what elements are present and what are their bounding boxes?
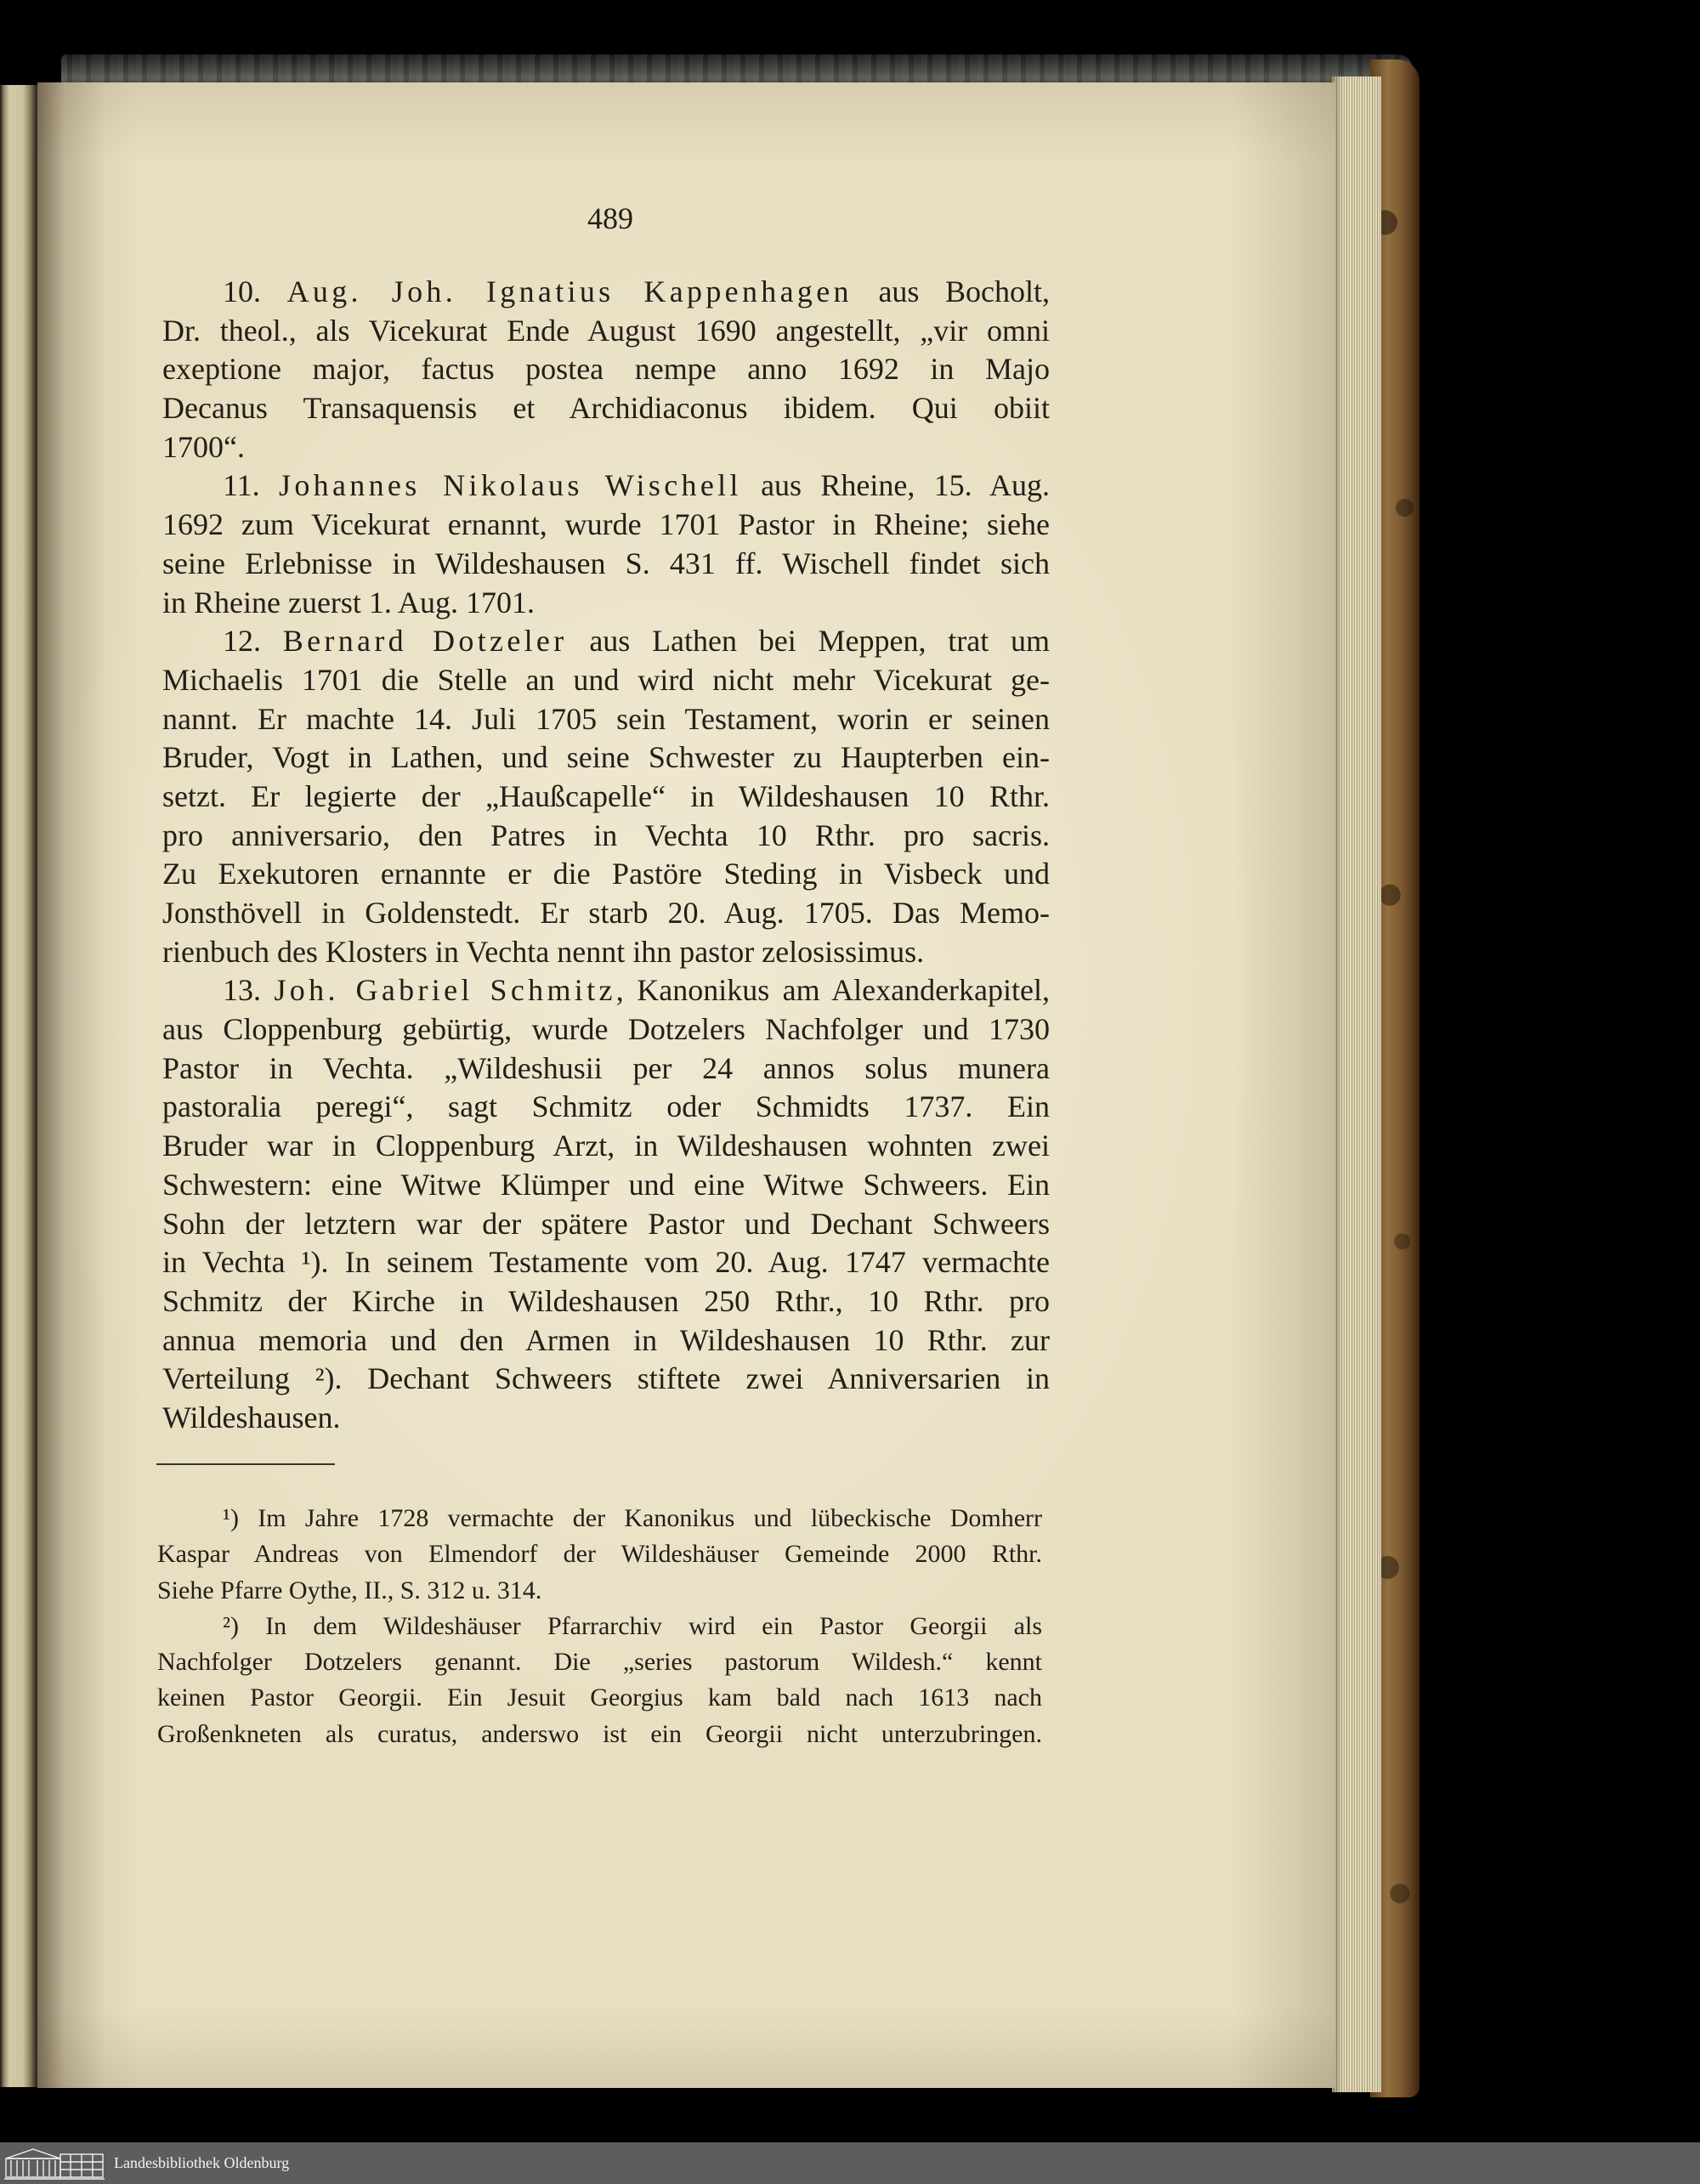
- text-line: [162, 273, 1050, 312]
- text-line: annua memoria und den Armen in Wildeshausen 10 Rthr. zur: [162, 1322, 1050, 1357]
- paragraph: [162, 467, 1050, 622]
- text-line: 1692 zum Vicekurat ernannt, wurde 1701 Pastor in Rheine; siehe: [162, 507, 1050, 542]
- text-line: Nachfolger Dotzelers genannt. Die „series pastorum Wildesh.“ kennt: [157, 1648, 1042, 1677]
- text-line: [162, 622, 1050, 661]
- footnotes: [157, 1501, 1042, 1752]
- spaced-name: Bernard Dotzeler: [282, 624, 568, 659]
- footnote: [157, 1501, 1042, 1609]
- paragraph: [162, 622, 1050, 971]
- facing-page-edge: [0, 85, 39, 2087]
- text-segment: 10.: [223, 274, 287, 308]
- text-line: Verteilung ²). Dechant Schweers stiftete zwei Anniversarien in: [162, 1361, 1050, 1396]
- spaced-name: Joh. Gabriel Schmitz: [274, 973, 616, 1008]
- text-line: Siehe Pfarre Oythe, II., S. 312 u. 314.: [157, 1576, 542, 1604]
- text-line: Zu Exekutoren ernannte er die Pastöre Steding in Visbeck und: [162, 857, 1050, 891]
- text-segment: 13.: [223, 973, 275, 1008]
- text-line: [162, 467, 1050, 506]
- text-line: in Rheine zuerst 1. Aug. 1701.: [162, 585, 535, 620]
- text-line: Jonsthövell in Goldenstedt. Er starb 20. Aug. 1705. Das Memo-: [162, 896, 1050, 930]
- text-line: Kaspar Andreas von Elmendorf der Wildeshäuser Gemeinde 2000 Rthr.: [157, 1540, 1042, 1569]
- text-line: pro anniversario, den Patres in Vechta 10 Rthr. pro sacris.: [162, 818, 1050, 852]
- paragraph: [162, 971, 1050, 1437]
- spaced-name: Johannes Nikolaus Wischell: [278, 468, 742, 503]
- footer-bar: [0, 2142, 1700, 2184]
- text-line: seine Erlebnisse in Wildeshausen S. 431 ff. Wischell findet sich: [162, 546, 1050, 580]
- text-line: Michaelis 1701 die Stelle an und wird nicht mehr Vicekurat ge-: [162, 662, 1050, 697]
- text-line: nannt. Er machte 14. Juli 1705 sein Testament, worin er seinen: [162, 701, 1050, 736]
- text-line: exeptione major, factus postea nempe anno 1692 in Majo: [162, 352, 1050, 387]
- text-line: ²) In dem Wildeshäuser Pfarrarchiv wird ein Pastor Georgii als: [223, 1611, 1042, 1640]
- library-name: Landesbibliothek Oldenburg: [114, 2154, 290, 2171]
- text-line: 1700“.: [162, 429, 245, 464]
- text-line: Pastor in Vechta. „Wildeshusii per 24 annos solus munera: [162, 1050, 1050, 1085]
- paragraph: [162, 273, 1050, 467]
- text-line: aus Cloppenburg gebürtig, wurde Dotzelers Nachfolger und 1730: [162, 1012, 1050, 1047]
- body-text: [162, 273, 1050, 1438]
- text-line: Schmitz der Kirche in Wildeshausen 250 Rthr., 10 Rthr. pro: [162, 1283, 1050, 1318]
- text-segment: aus Bocholt,: [852, 274, 1050, 308]
- text-line: Sohn der letztern war der spätere Pastor und Dechant Schweers: [162, 1206, 1050, 1241]
- footnote: [157, 1609, 1042, 1752]
- text-line: Bruder war in Cloppenburg Arzt, in Wildeshausen wohnten zwei: [162, 1129, 1050, 1163]
- text-segment: , Kanonikus am Alexanderkapitel,: [615, 973, 1050, 1008]
- text-segment: aus Rheine, 15. Aug.: [741, 468, 1050, 503]
- footnote-rule: [156, 1463, 335, 1465]
- text-line: [162, 971, 1050, 1010]
- text-line: keinen Pastor Georgii. Ein Jesuit Georgius kam bald nach 1613 nach: [157, 1683, 1042, 1712]
- text-line: Großenkneten als curatus, anderswo ist ein Georgii nicht unterzubringen.: [157, 1719, 1042, 1748]
- text-segment: 11.: [223, 468, 279, 503]
- text-segment: aus Lathen bei Meppen, trat um: [567, 624, 1050, 659]
- spaced-name: Aug. Joh. Ignatius Kappenhagen: [286, 274, 853, 308]
- library-building-icon-graphic: [3, 2146, 105, 2181]
- text-line: Dr. theol., als Vicekurat Ende August 1690 angestellt, „vir omni: [162, 313, 1050, 348]
- text-line: setzt. Er legierte der „Haußcapelle“ in Wildeshausen 10 Rthr.: [162, 778, 1050, 813]
- text-line: rienbuch des Klosters in Vechta nennt ihn pastor zelosissimus.: [162, 934, 925, 969]
- page-number: 489: [587, 201, 633, 235]
- text-line: Decanus Transaquensis et Archidiaconus ibidem. Qui obiit: [162, 391, 1050, 426]
- text-line: Wildeshausen.: [162, 1400, 341, 1434]
- text-line: pastoralia peregi“, sagt Schmitz oder Schmidts 1737. Ein: [162, 1089, 1050, 1124]
- page-fore-edge: [1332, 76, 1381, 2092]
- gutter-shadow: [37, 82, 105, 2088]
- text-line: Schwestern: eine Witwe Klümper und eine Witwe Schweers. Ein: [162, 1167, 1050, 1202]
- text-segment: 12.: [223, 624, 283, 659]
- text-line: ¹) Im Jahre 1728 vermachte der Kanonikus und lübeckische Domherr: [223, 1504, 1042, 1532]
- library-building-icon: [3, 2146, 105, 2181]
- text-line: in Vechta ¹). In seinem Testamente vom 20. Aug. 1747 vermachte: [162, 1245, 1050, 1280]
- text-line: Bruder, Vogt in Lathen, und seine Schwester zu Haupterben ein-: [162, 740, 1050, 775]
